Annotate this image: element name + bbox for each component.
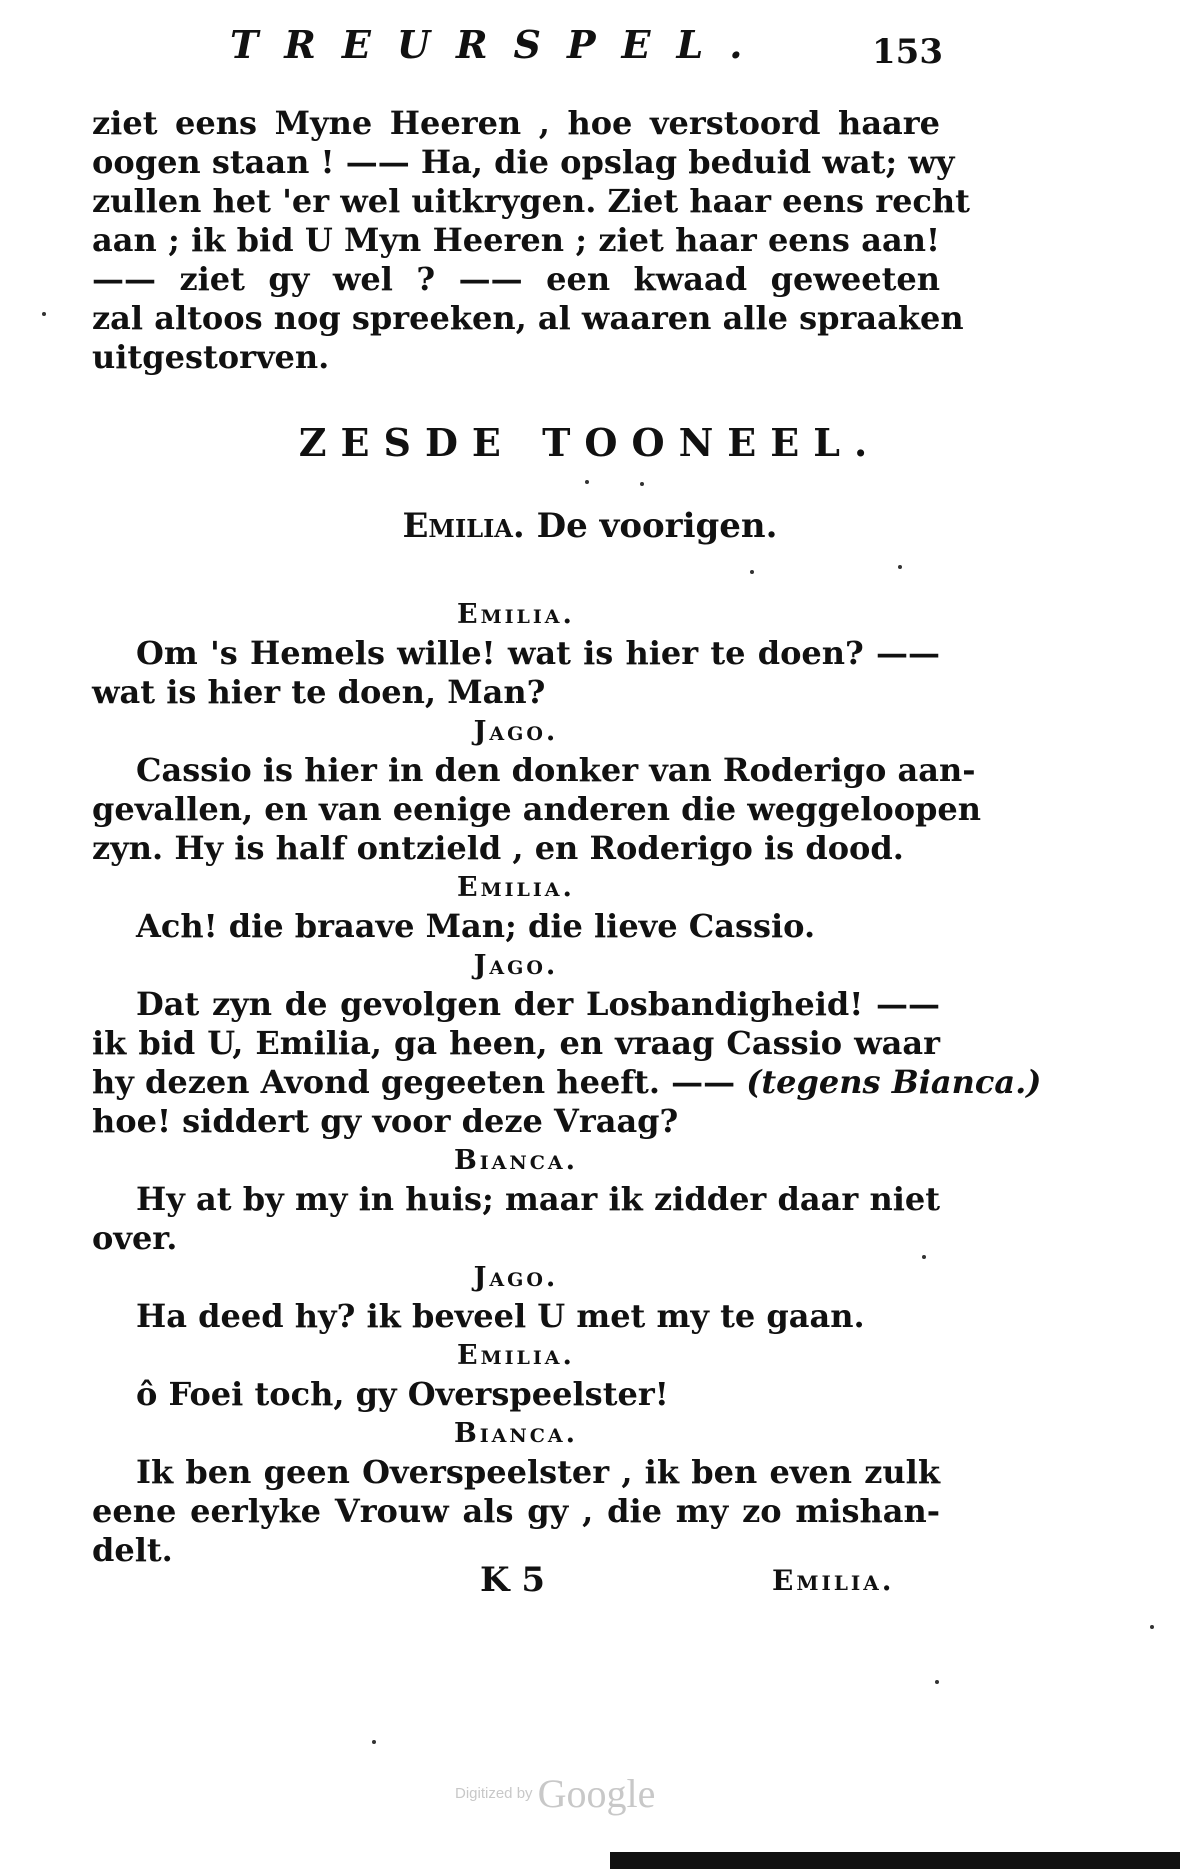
scene-persons — [0, 506, 1180, 546]
speaker-name: Emilia. — [457, 599, 575, 630]
running-title: TREURSPEL. — [230, 22, 769, 67]
stage-direction: (tegens Bianca.) — [746, 1063, 1042, 1101]
text-line: uitgestorven. — [92, 338, 330, 376]
catchword: Emilia. — [772, 1564, 895, 1597]
speech-line: Om 's Hemels wille! wat is hier te doen? —— — [136, 634, 940, 672]
speaker-name: Bianca. — [453, 1145, 579, 1176]
scene-persons-rest: De voorigen. — [524, 506, 778, 546]
speech-line: Ha deed hy? ik beveel U met my te gaan. — [136, 1297, 865, 1335]
speech-line: ik bid U, Emilia, ga heen, en vraag Cassio waar — [92, 1024, 940, 1062]
text-line: zullen het 'er wel uitkrygen. Ziet haar eens recht — [92, 182, 970, 220]
opening-paragraph — [92, 104, 970, 377]
text-line: ziet eens Myne Heeren , hoe verstoord haare — [92, 104, 940, 142]
speaker-name: Jago. — [473, 1262, 559, 1293]
scan-speck — [42, 312, 46, 316]
scan-speck — [750, 570, 754, 574]
scene-heading: ZESDE TOONEEL. — [298, 420, 882, 465]
text-line: zal altoos nog spreeken, al waaren alle spraaken — [92, 299, 964, 337]
speaker-name: Emilia. — [457, 872, 575, 903]
speech-line: over. — [92, 1219, 178, 1257]
signature-mark: K 5 — [480, 1560, 546, 1600]
text-line: oogen staan ! —— Ha, die opslag beduid wat; wy — [92, 143, 955, 181]
speaker-name: Bianca. — [453, 1418, 579, 1449]
page-number: 153 — [872, 32, 943, 72]
scan-speck — [640, 482, 644, 486]
scan-speck — [935, 1680, 939, 1684]
scan-speck — [372, 1740, 376, 1744]
speech-line: Hy at by my in huis; maar ik zidder daar niet — [136, 1180, 940, 1218]
watermark-brand: Google — [537, 1771, 656, 1816]
speech-line-with-direction — [92, 1063, 1042, 1102]
scan-speck — [585, 480, 589, 484]
speech-line: Ik ben geen Overspeelster , ik ben even zulk — [136, 1453, 940, 1491]
speech-line: Cassio is hier in den donker van Roderigo aan- — [136, 751, 976, 789]
speech-line: Dat zyn de gevolgen der Losbandigheid! —— — [136, 985, 940, 1023]
speech-line: eene eerlyke Vrouw als gy , die my zo mishan- — [92, 1492, 940, 1530]
speech-line: hoe! siddert gy voor deze Vraag? — [92, 1102, 679, 1140]
scan-speck — [898, 565, 902, 569]
speech-line: zyn. Hy is half ontzield , en Roderigo is dood. — [92, 829, 904, 867]
text-line: aan ; ik bid U Myn Heeren ; ziet haar eens aan! — [92, 221, 940, 259]
speech-line: delt. — [92, 1531, 173, 1569]
speech-line: wat is hier te doen, Man? — [92, 673, 546, 711]
dialogue — [92, 595, 1042, 1570]
speech-text: hy dezen Avond gegeeten heeft. —— — [92, 1063, 736, 1101]
speaker-name: Jago. — [473, 950, 559, 981]
scan-speck — [1150, 1625, 1154, 1629]
watermark-prefix: Digitized by — [455, 1785, 533, 1802]
speaker-name: Emilia. — [457, 1340, 575, 1371]
speech-line: ô Foei toch, gy Overspeelster! — [136, 1375, 669, 1413]
speaker-name: Jago. — [473, 716, 559, 747]
scan-speck — [922, 1255, 926, 1259]
page-edge-shadow — [610, 1852, 1180, 1869]
text-line: —— ziet gy wel ? —— een kwaad geweeten — [92, 260, 940, 298]
speech-line: gevallen, en van eenige anderen die weggeloopen — [92, 790, 982, 828]
speech-line: Ach! die braave Man; die lieve Cassio. — [136, 907, 816, 945]
scene-persons-name: Emilia. — [402, 506, 525, 546]
digitized-watermark — [455, 1770, 655, 1817]
